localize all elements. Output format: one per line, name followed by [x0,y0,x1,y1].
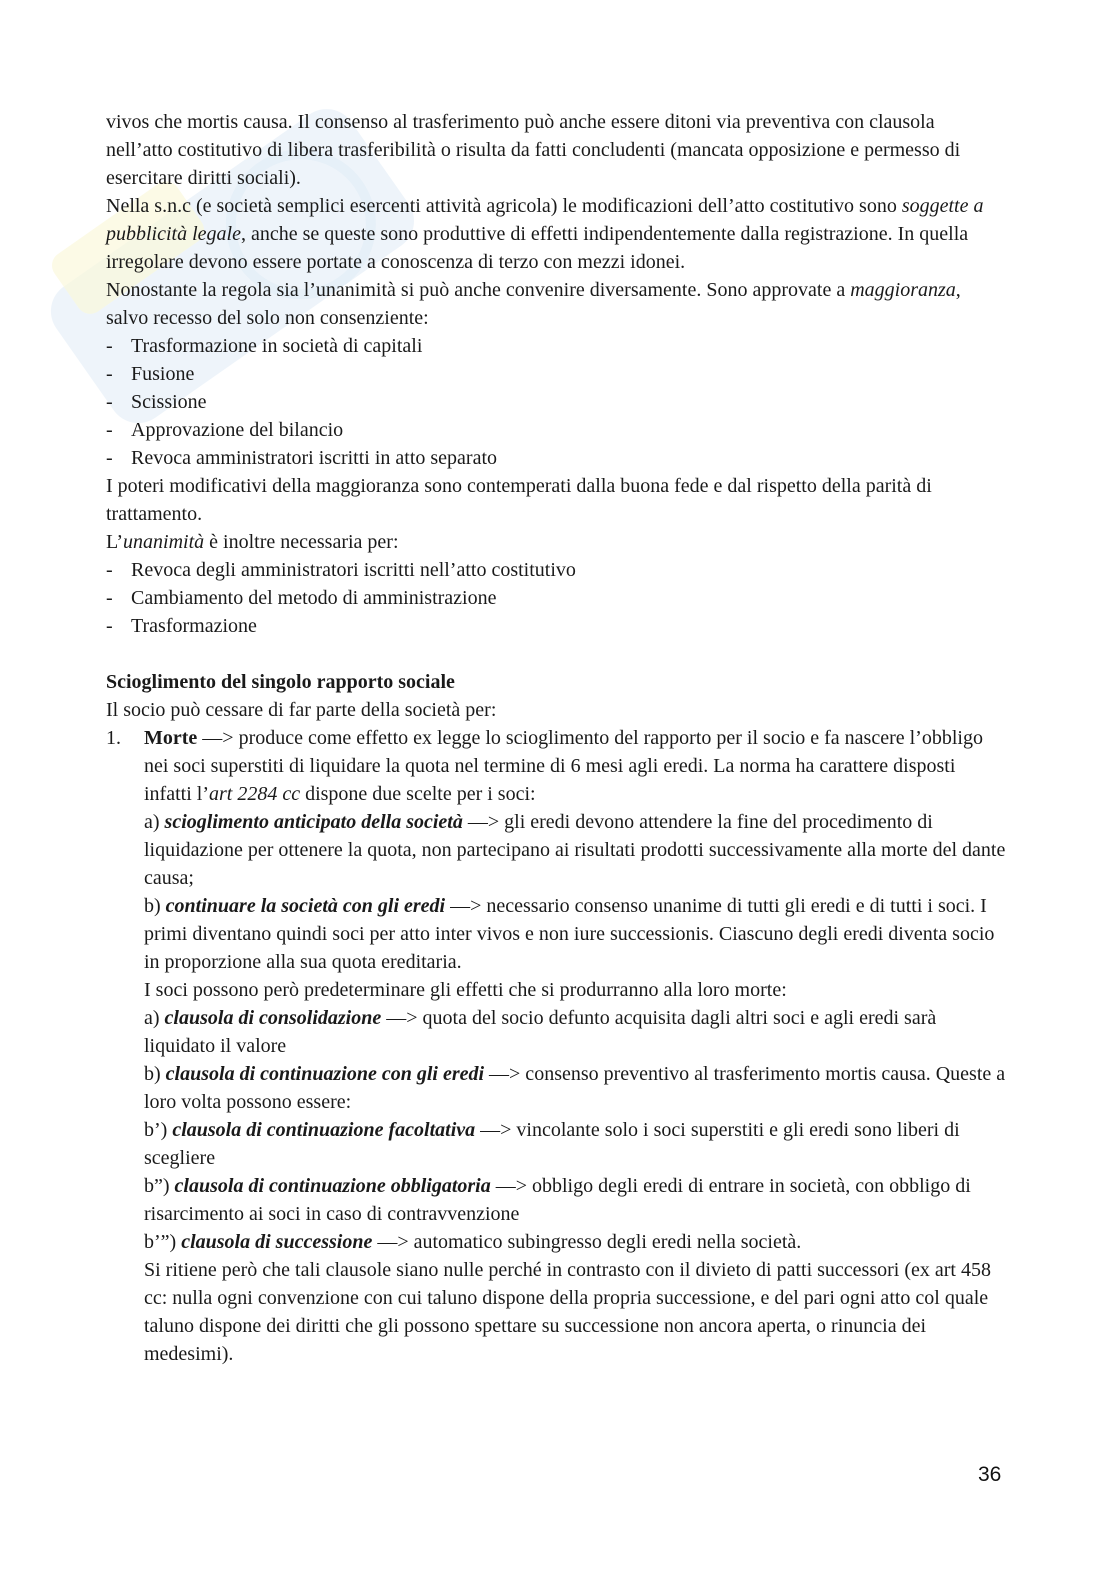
option-a [144,808,1006,892]
list-item: - Trasformazione in società di capitali [106,332,1006,360]
list-item: - Approvazione del bilancio [106,416,1006,444]
text-run: b”) [144,1175,175,1197]
item-title: Morte [144,727,198,749]
term-bold-italic: clausola di continuazione obbligatoria [174,1175,491,1197]
list-item: - Trasformazione [106,612,1006,640]
term-bold-italic: clausola di continuazione con gli eredi [165,1063,485,1085]
text-run: b’”) [144,1231,182,1253]
clause-mandatory [144,1172,1006,1228]
clauses-intro: I soci possono però predeterminare gli effetti che si produrranno alla loro morte: [144,979,787,1001]
text-run: —> produce come effetto ex legge lo scioglimento del rapporto per il socio e fa nascere l’obbligo nei soci superstiti di liquidare la quota nel termine di 6 mesi agli eredi. La norma ha carattere disposti infatti l’ [144,727,983,805]
text-run: dispone due scelte per i soci: [300,783,536,805]
paragraph-snc-modifications [106,192,1006,276]
text-run: —> quota del socio defunto acquisita dagli altri soci e agli eredi sarà liquidato il valore [144,1007,937,1057]
clause-continuation [144,1060,1006,1116]
spacer [106,640,1006,668]
text-run: Nella s.n.c (e società semplici esercenti attività agricola) le modificazioni dell’atto costitutivo sono [106,195,902,217]
text-run: b) [144,895,166,917]
paragraph-transfer-consent: vivos che mortis causa. Il consenso al trasferimento può anche essere ditoni via preventiva con clausola nell’atto costitutivo di libera trasferibilità o risulta da fatti concludenti (mancata opposizione e permesso di esercitare diritti sociali). [106,111,961,189]
clause-consolidation [144,1004,1006,1060]
list-item: - Scissione [106,388,1006,416]
paragraph-nullity: Si ritiene però che tali clausole siano nulle perché in contrasto con il divieto di patti successori (ex art 458 cc: nulla ogni convenzione con cui taluno dispone della propria successione, e del pari ogni atto col quale taluno dispone dei diritti che gli possono spettare su successione non ancora aperta, o rinuncia dei medesimi). [144,1259,991,1365]
term-bold-italic: scioglimento anticipato della società [164,811,463,833]
term-bold-italic: continuare la società con gli eredi [165,895,446,917]
text-run: —> obbligo degli eredi di entrare in società, con obbligo di risarcimento ai soci in caso di contravvenzione [144,1175,971,1225]
emphasis-unanimity: unanimità [123,531,205,553]
numbered-item-death [106,724,1006,1368]
text-run: —> necessario consenso unanime di tutti gli eredi e di tutti i soci. I primi diventano quindi soci per atto inter vivos e non iure successionis. Ciascuno degli eredi diventa socio in proporzione alla sua quota ereditaria. [144,895,995,973]
paragraph-majority-limits: I poteri modificativi della maggioranza sono contemperati dalla buona fede e dal rispetto della parità di trattamento. [106,475,932,525]
list-item: - Revoca amministratori iscritti in atto separato [106,444,1006,472]
term-bold-italic: clausola di consolidazione [164,1007,382,1029]
option-b [144,892,1006,976]
text-run: —> vincolante solo i soci superstiti e gli eredi sono liberi di scegliere [144,1119,960,1169]
emphasis-legal-publicity: soggette a pubblicità legale [106,195,984,245]
text-run: —> gli eredi devono attendere la fine del procedimento di liquidazione per ottenere la quota, non partecipano ai risultati prodotti successivamente alla morte del dante causa; [144,811,1006,889]
paragraph-unanimity [106,528,1006,556]
unanimity-list [106,556,1006,640]
emphasis-majority: maggioranza [850,279,956,301]
text-run: b) [144,1063,166,1085]
text-run: a) [144,811,165,833]
list-item: - Fusione [106,360,1006,388]
text-run: , anche se queste sono produttive di effetti indipendentemente dalla registrazione. In quella irregolare devono essere portate a conoscenza di terzo con mezzi idonei. [106,223,969,273]
text-run: b’) [144,1119,173,1141]
text-run: , salvo recesso del solo non consenziente: [106,279,961,329]
text-run: —> automatico subingresso degli eredi nella società. [372,1231,802,1253]
list-item: - Revoca degli amministratori iscritti nell’atto costitutivo [106,556,1006,584]
text-run: a) [144,1007,165,1029]
item-number: 1. [106,727,121,749]
text-run: —> consenso preventivo al trasferimento mortis causa. Queste a loro volta possono essere: [144,1063,1006,1113]
paragraph-majority-rule [106,276,1006,332]
clause-succession [144,1228,1006,1256]
text-run: Nonostante la regola sia l’unanimità si può anche convenire diversamente. Sono approvate a [106,279,851,301]
text-run: L’ [106,531,124,553]
term-bold-italic: clausola di continuazione facoltativa [172,1119,476,1141]
clause-optional [144,1116,1006,1172]
majority-list [106,332,1006,472]
term-bold-italic: clausola di successione [181,1231,373,1253]
item-intro [144,724,1006,808]
page-number: 36 [978,1463,1002,1486]
list-item: - Cambiamento del metodo di amministrazione [106,584,1006,612]
section-heading: Scioglimento del singolo rapporto sociale [106,671,455,693]
emphasis-article: art 2284 cc [208,783,301,805]
document-page [106,108,1006,1368]
section-intro: Il socio può cessare di far parte della società per: [106,699,497,721]
text-run: è inoltre necessaria per: [204,531,399,553]
